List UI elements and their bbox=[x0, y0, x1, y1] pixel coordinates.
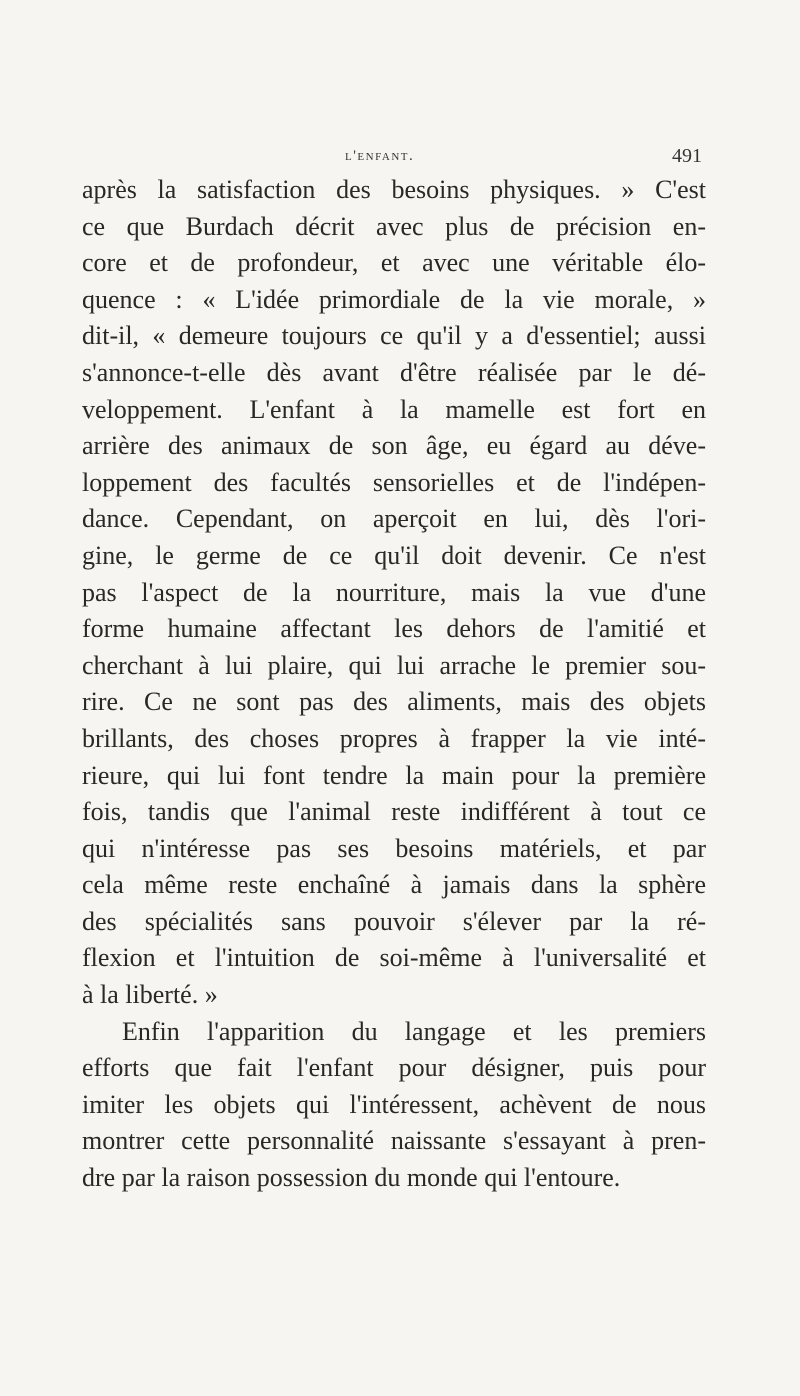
text-line: cela même reste enchaîné à jamais dans la sphère bbox=[82, 870, 706, 900]
text-line: ce que Burdach décrit avec plus de précision en- bbox=[82, 211, 706, 241]
text-line: veloppement. L'enfant à la mamelle est fort en bbox=[82, 394, 706, 424]
text-line: dit-il, « demeure toujours ce qu'il y a d'essentiel; aussi bbox=[82, 321, 706, 351]
running-head bbox=[0, 145, 800, 172]
text-line: après la satisfaction des besoins physiques. » C'est bbox=[82, 175, 706, 204]
body-text bbox=[82, 172, 706, 1197]
text-line: quence : « L'idée primordiale de la vie morale, » bbox=[82, 284, 706, 314]
text-line: brillants, des choses propres à frapper la vie inté- bbox=[82, 723, 706, 753]
text-line: qui n'intéresse pas ses besoins matériels, et par bbox=[82, 833, 706, 863]
running-title: l'enfant. bbox=[345, 148, 415, 164]
text-line: core et de profondeur, et avec une véritable élo- bbox=[82, 248, 706, 278]
text-line: flexion et l'intuition de soi-même à l'universalité et bbox=[82, 943, 706, 973]
text-line: gine, le germe de ce qu'il doit devenir. Ce n'est bbox=[82, 540, 706, 570]
text-line: arrière des animaux de son âge, eu égard au déve- bbox=[82, 431, 706, 461]
text-line: loppement des facultés sensorielles et de l'indépen- bbox=[82, 467, 706, 497]
text-line: montrer cette personnalité naissante s'essayant à pren- bbox=[82, 1126, 706, 1156]
paragraph-start-line: Enfin l'apparition du langage et les premiers bbox=[122, 1016, 706, 1046]
text-line: rieure, qui lui font tendre la main pour la première bbox=[82, 760, 706, 790]
text-line: forme humaine affectant les dehors de l'amitié et bbox=[82, 614, 706, 644]
paragraph-end-line: à la liberté. » bbox=[82, 980, 218, 1010]
text-line: rire. Ce ne sont pas des aliments, mais des objets bbox=[82, 687, 706, 717]
page-number: 491 bbox=[672, 145, 702, 167]
text-line: s'annonce-t-elle dès avant d'être réalisée par le dé- bbox=[82, 357, 706, 387]
paragraph-end-line: dre par la raison possession du monde qui l'entoure. bbox=[82, 1163, 621, 1193]
text-line: efforts que fait l'enfant pour désigner, puis pour bbox=[82, 1053, 706, 1083]
text-line: des spécialités sans pouvoir s'élever par la ré- bbox=[82, 906, 706, 936]
text-line: fois, tandis que l'animal reste indifférent à tout ce bbox=[82, 797, 706, 827]
text-line: imiter les objets qui l'intéressent, achèvent de nous bbox=[82, 1089, 706, 1119]
text-line: cherchant à lui plaire, qui lui arrache le premier sou- bbox=[82, 650, 706, 680]
text-line: dance. Cependant, on aperçoit en lui, dès l'ori- bbox=[82, 504, 706, 534]
text-line: pas l'aspect de la nourriture, mais la vue d'une bbox=[82, 577, 706, 607]
